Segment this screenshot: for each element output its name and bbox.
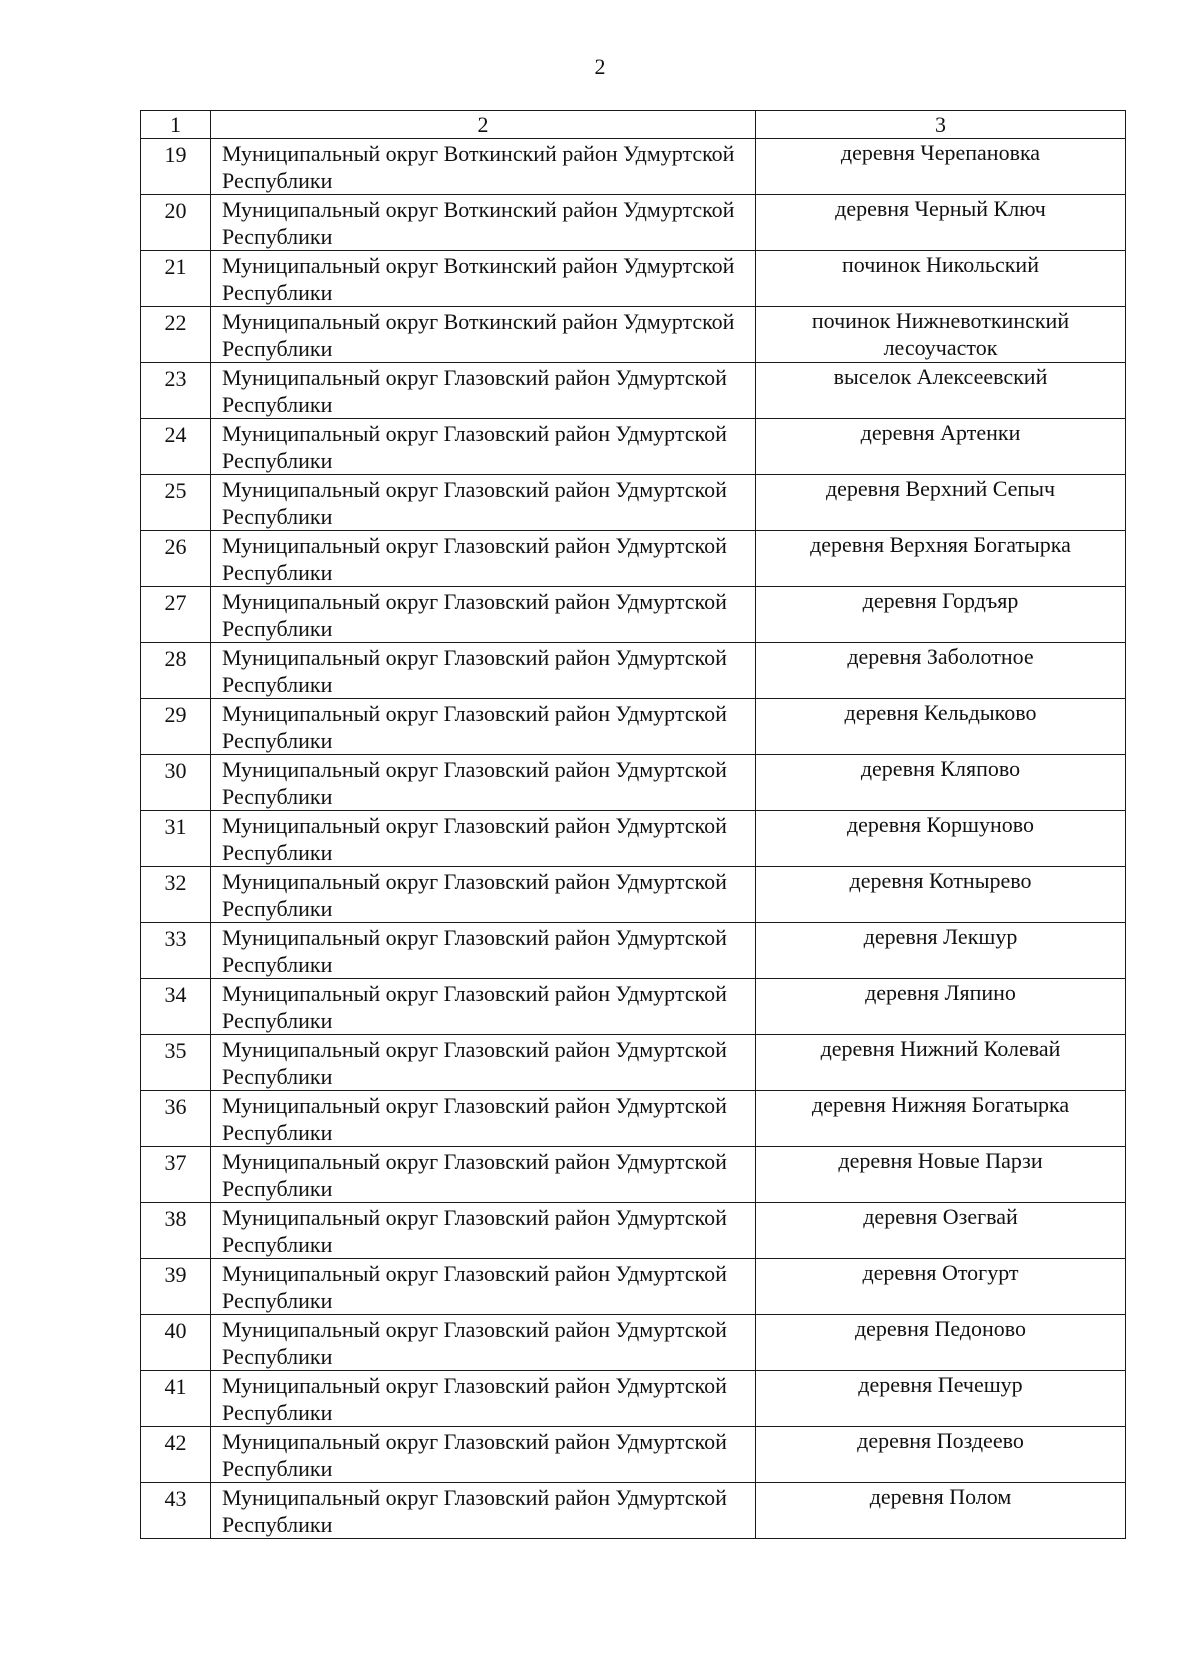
table-row [141,531,1126,587]
row-number: 30 [141,755,211,811]
settlement-name: деревня Печешур [756,1371,1126,1427]
table-row [141,1035,1126,1091]
column-header-3: 3 [756,111,1126,139]
municipal-district: Муниципальный округ Глазовский район Удмуртской Республики [211,587,756,643]
row-number: 32 [141,867,211,923]
settlement-name: деревня Котнырево [756,867,1126,923]
row-number: 24 [141,419,211,475]
municipal-district: Муниципальный округ Глазовский район Удмуртской Республики [211,419,756,475]
settlement-name: деревня Новые Парзи [756,1147,1126,1203]
table-row [141,307,1126,363]
row-number: 26 [141,531,211,587]
settlement-name: деревня Артенки [756,419,1126,475]
table-body [141,139,1126,1539]
table-row [141,1091,1126,1147]
row-number: 35 [141,1035,211,1091]
table-row [141,139,1126,195]
table-row [141,755,1126,811]
row-number: 39 [141,1259,211,1315]
row-number: 27 [141,587,211,643]
settlement-name: деревня Верхняя Богатырка [756,531,1126,587]
table-row [141,1427,1126,1483]
municipal-district: Муниципальный округ Глазовский район Удмуртской Республики [211,1483,756,1539]
municipal-district: Муниципальный округ Глазовский район Удмуртской Республики [211,1315,756,1371]
row-number: 36 [141,1091,211,1147]
row-number: 34 [141,979,211,1035]
table-row [141,1259,1126,1315]
table-row [141,979,1126,1035]
settlement-name: деревня Озегвай [756,1203,1126,1259]
municipal-district: Муниципальный округ Глазовский район Удмуртской Республики [211,979,756,1035]
table-row [141,587,1126,643]
municipal-district: Муниципальный округ Глазовский район Удмуртской Республики [211,475,756,531]
column-header-2: 2 [211,111,756,139]
settlement-name: деревня Поздеево [756,1427,1126,1483]
table-row [141,475,1126,531]
row-number: 28 [141,643,211,699]
row-number: 21 [141,251,211,307]
row-number: 33 [141,923,211,979]
settlement-name: деревня Кельдыково [756,699,1126,755]
table-row [141,251,1126,307]
table-row [141,195,1126,251]
municipal-district: Муниципальный округ Глазовский район Удмуртской Республики [211,1035,756,1091]
municipal-district: Муниципальный округ Воткинский район Удмуртской Республики [211,251,756,307]
table-row [141,699,1126,755]
row-number: 20 [141,195,211,251]
row-number: 37 [141,1147,211,1203]
municipal-district: Муниципальный округ Глазовский район Удмуртской Республики [211,1147,756,1203]
table-row [141,1371,1126,1427]
municipal-district: Муниципальный округ Воткинский район Удмуртской Республики [211,195,756,251]
municipal-district: Муниципальный округ Глазовский район Удмуртской Республики [211,923,756,979]
row-number: 31 [141,811,211,867]
table-header [141,111,1126,139]
row-number: 22 [141,307,211,363]
row-number: 41 [141,1371,211,1427]
settlement-name: деревня Полом [756,1483,1126,1539]
municipal-district: Муниципальный округ Воткинский район Удмуртской Республики [211,139,756,195]
row-number: 42 [141,1427,211,1483]
municipal-district: Муниципальный округ Глазовский район Удмуртской Республики [211,1371,756,1427]
row-number: 38 [141,1203,211,1259]
settlement-name: деревня Заболотное [756,643,1126,699]
settlements-table [140,110,1126,1539]
municipal-district: Муниципальный округ Глазовский район Удмуртской Республики [211,811,756,867]
municipal-district: Муниципальный округ Глазовский район Удмуртской Республики [211,363,756,419]
table-row [141,363,1126,419]
municipal-district: Муниципальный округ Глазовский район Удмуртской Республики [211,1259,756,1315]
header-row [141,111,1126,139]
table-row [141,1315,1126,1371]
settlement-name: деревня Кляпово [756,755,1126,811]
municipal-district: Муниципальный округ Глазовский район Удмуртской Республики [211,699,756,755]
settlement-name: деревня Черепановка [756,139,1126,195]
table-row [141,1483,1126,1539]
table-row [141,923,1126,979]
settlement-name: деревня Лекшур [756,923,1126,979]
municipal-district: Муниципальный округ Глазовский район Удмуртской Республики [211,1203,756,1259]
settlement-name: деревня Ляпино [756,979,1126,1035]
settlement-name: починок Нижневоткинский лесоучасток [756,307,1126,363]
settlement-name: починок Никольский [756,251,1126,307]
municipal-district: Муниципальный округ Глазовский район Удмуртской Республики [211,1091,756,1147]
row-number: 19 [141,139,211,195]
page-number: 2 [594,54,606,79]
settlement-name: выселок Алексеевский [756,363,1126,419]
municipal-district: Муниципальный округ Глазовский район Удмуртской Республики [211,867,756,923]
settlement-name: деревня Нижний Колевай [756,1035,1126,1091]
table-row [141,1203,1126,1259]
table-row [141,1147,1126,1203]
municipal-district: Муниципальный округ Глазовский район Удмуртской Республики [211,1427,756,1483]
table-row [141,867,1126,923]
row-number: 25 [141,475,211,531]
column-header-1: 1 [141,111,211,139]
row-number: 40 [141,1315,211,1371]
settlement-name: деревня Верхний Сепыч [756,475,1126,531]
table-row [141,811,1126,867]
row-number: 29 [141,699,211,755]
row-number: 23 [141,363,211,419]
row-number: 43 [141,1483,211,1539]
municipal-district: Муниципальный округ Глазовский район Удмуртской Республики [211,531,756,587]
settlement-name: деревня Отогурт [756,1259,1126,1315]
settlement-name: деревня Черный Ключ [756,195,1126,251]
settlement-name: деревня Коршуново [756,811,1126,867]
municipal-district: Муниципальный округ Воткинский район Удмуртской Республики [211,307,756,363]
settlement-name: деревня Гордъяр [756,587,1126,643]
settlement-name: деревня Нижняя Богатырка [756,1091,1126,1147]
municipal-district: Муниципальный округ Глазовский район Удмуртской Республики [211,755,756,811]
settlement-name: деревня Педоново [756,1315,1126,1371]
municipal-district: Муниципальный округ Глазовский район Удмуртской Республики [211,643,756,699]
table-row [141,419,1126,475]
table-row [141,643,1126,699]
